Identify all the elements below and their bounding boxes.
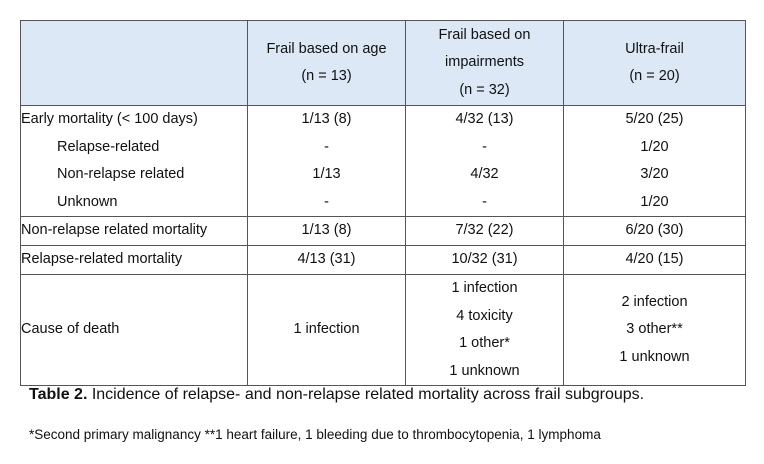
table-cell: 4/13 (31) [248, 246, 406, 275]
table-cell: 2 infection [621, 293, 688, 310]
table-cell: 1/13 (8) [248, 217, 406, 246]
early-mortality-ultra [564, 106, 746, 217]
header-frail-impairments-title-1: Frail based on [438, 26, 531, 43]
relapse-related-label: Relapse-related [57, 138, 160, 155]
cause-impairments [406, 275, 564, 386]
header-ultra-frail-title: Ultra-frail [625, 40, 684, 57]
table-cell: 7/32 (22) [406, 217, 564, 246]
table-cell: 4/32 (13) [455, 111, 514, 127]
table-cell: 3/20 [640, 166, 669, 182]
header-frail-age-n: (n = 13) [301, 68, 352, 84]
table-cell: 1 unknown [619, 348, 690, 365]
table-cell: 1/20 [640, 138, 669, 155]
early-mortality-age [248, 106, 406, 217]
mortality-table [20, 20, 746, 386]
table-cell: 1 infection [293, 321, 360, 338]
early-mortality-row [21, 106, 746, 217]
caption-text: Incidence of relapse- and non-relapse related mortality across frail subgroups. [87, 386, 645, 403]
caption-label: Table 2. [29, 386, 88, 403]
table-cell: 4 toxicity [456, 307, 513, 324]
table-cell: 4/32 [470, 166, 499, 182]
table-cell: 1 other* [459, 335, 510, 351]
cause-of-death-label: Cause of death [21, 275, 248, 386]
header-frail-age [248, 21, 406, 106]
table-cell: 6/20 (30) [564, 217, 746, 246]
table-cell: - [482, 138, 487, 155]
header-ultra-frail-n: (n = 20) [629, 68, 680, 84]
table-cell: 3 other** [626, 321, 683, 338]
nrm-row [21, 217, 746, 246]
early-mortality-label: Early mortality (< 100 days) [21, 111, 198, 127]
table-cell: 1 infection [451, 280, 518, 296]
cause-ultra [564, 275, 746, 386]
nrm-label: Non-relapse related mortality [21, 217, 248, 246]
non-relapse-related-label: Non-relapse related [57, 166, 185, 182]
table-cell: 4/20 (15) [564, 246, 746, 275]
table-footnote: *Second primary malignancy **1 heart failure, 1 bleeding due to thrombocytopenia, 1 lymphoma [29, 427, 601, 442]
table-cell: 1/20 [640, 193, 669, 210]
unknown-label: Unknown [57, 193, 118, 210]
table-cell: 1 unknown [449, 362, 520, 379]
table-caption [29, 384, 644, 406]
header-frail-impairments-n: (n = 32) [459, 81, 510, 98]
table-cell: - [482, 193, 487, 210]
early-mortality-labels [21, 106, 248, 217]
rrm-label: Relapse-related mortality [21, 246, 248, 275]
header-frail-impairments-title-2: impairments [445, 54, 524, 71]
header-empty [21, 21, 248, 106]
early-mortality-impairments [406, 106, 564, 217]
header-frail-age-title: Frail based on age [266, 40, 387, 57]
rrm-row [21, 246, 746, 275]
header-frail-impairments [406, 21, 564, 106]
table-cell: - [324, 193, 329, 210]
table-cell: - [324, 138, 329, 155]
table-cell: 5/20 (25) [625, 111, 684, 127]
header-row [21, 21, 746, 106]
table-cell: 10/32 (31) [406, 246, 564, 275]
header-ultra-frail [564, 21, 746, 106]
table-cell: 1/13 (8) [301, 111, 352, 127]
table-cell: 1/13 [312, 166, 341, 182]
cause-of-death-row [21, 275, 746, 386]
cause-age [248, 275, 406, 386]
